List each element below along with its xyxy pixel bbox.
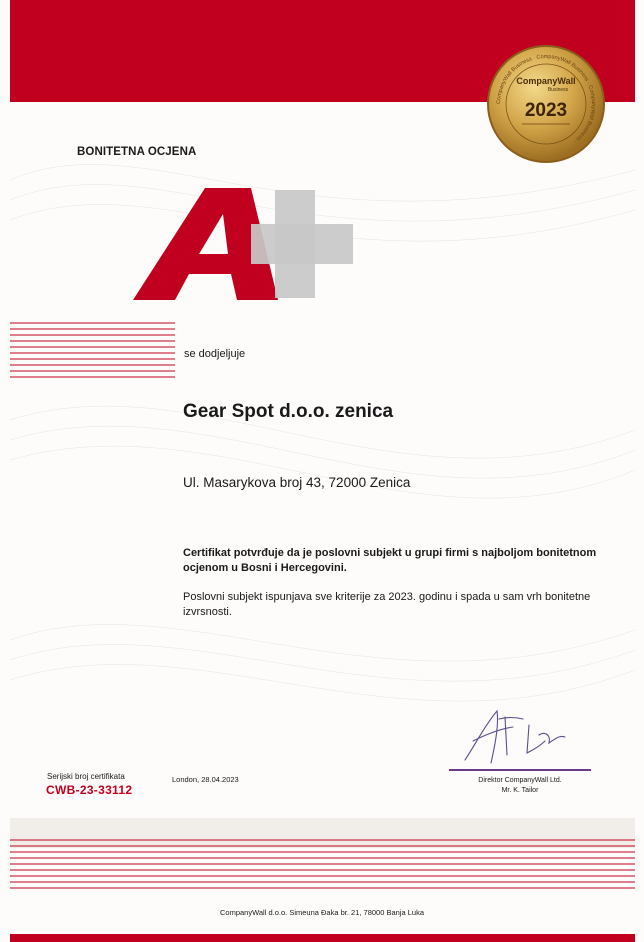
seal-year: 2023 <box>524 100 568 121</box>
seal-ring-text: CompanyWall Business · CompanyWall Business · CompanyWall Business · <box>495 53 597 145</box>
grade-a-plus-logo <box>133 188 358 300</box>
director-title: Direktor CompanyWall Ltd. <box>478 777 562 784</box>
decorative-red-lines-left <box>10 322 175 382</box>
company-name: Gear Spot d.o.o. zenica <box>183 401 394 422</box>
awarded-text: se dodjeljuje <box>184 348 246 360</box>
issue-place-date: London, 28.04.2023 <box>172 775 239 784</box>
companywall-gold-seal <box>486 44 606 164</box>
seal-sub: Business <box>547 87 569 93</box>
serial-label: Serijski broj certifikata <box>47 772 125 781</box>
footer-decorative-lines <box>10 818 635 942</box>
certificate-heading: BONITETNA OCJENA <box>77 146 197 158</box>
certificate-statement-bold: Certifikat potvrđuje da je poslovni subjekt u grupi firmi s najboljom bonitetnom ocjenom u Bosni i Hercegovini. <box>183 547 597 574</box>
bottom-red-band <box>10 934 635 942</box>
seal-brand: CompanyWall <box>516 76 576 86</box>
certificate-statement: Poslovni subjekt ispunjava sve kriterije za 2023. godinu i spada u sam vrh bonitetne izvrsnosti. <box>183 591 591 618</box>
director-signature <box>455 705 585 767</box>
director-name: Mr. K. Tailor <box>501 787 539 794</box>
signature-line <box>449 769 591 771</box>
serial-number: CWB-23-33112 <box>46 783 133 797</box>
company-address: Ul. Masarykova broj 43, 72000 Zenica <box>183 475 411 490</box>
footer-address: CompanyWall d.o.o. Simeuna Đaka br. 21, 78000 Banja Luka <box>219 908 424 917</box>
